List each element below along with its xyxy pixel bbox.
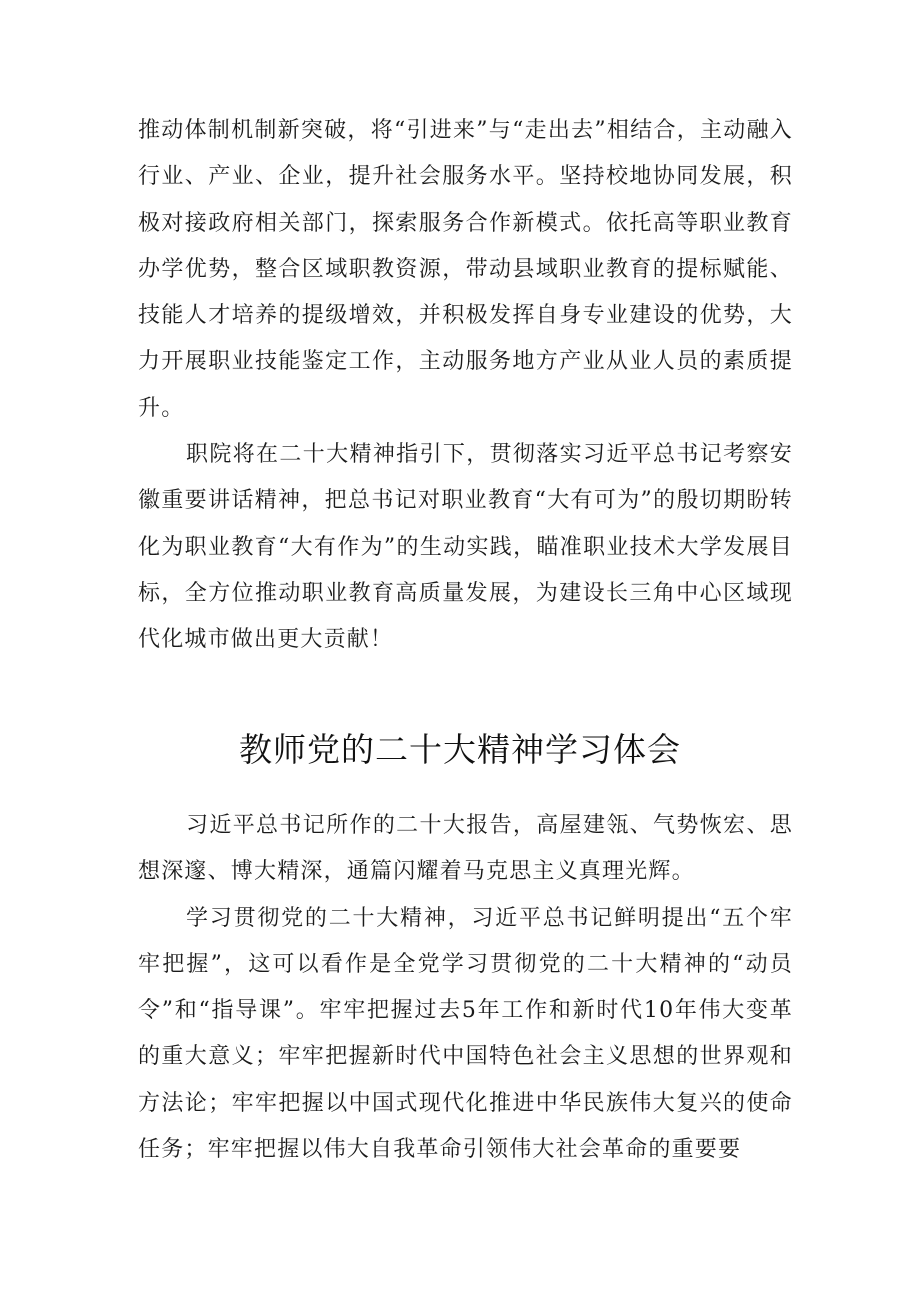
- paragraph-college-goals: 职院将在二十大精神指引下，贯彻落实习近平总书记考察安徽重要讲话精神，把总书记对职业教育“大有可为”的殷切期盼转化为职业教育“大有作为”的生动实践，瞄准职业技术大学发展目标，全方位推动职业教育高质量发展，为建设长三角中心区域现代化城市做出更大贡献！: [138, 442, 793, 653]
- section-previous-article: [138, 108, 793, 664]
- paragraph-report-praise: 习近平总书记所作的二十大报告，高屋建瓴、气势恢宏、思想深邃、博大精深，通篇闪耀着马克思主义真理光辉。: [138, 813, 793, 885]
- section-article-body: [138, 803, 793, 1173]
- paragraph-five-grasps: 学习贯彻党的二十大精神，习近平总书记鲜明提出“五个牢牢把握”，这可以看作是全党学习贯彻党的二十大精神的“动员令”和“指导课”。牢牢把握过去5年工作和新时代10年伟大变革的重大意义；牢牢把握新时代中国特色社会主义思想的世界观和方法论；牢牢把握以中国式现代化推进中华民族伟大复兴的使命任务；牢牢把握以伟大自我革命引领伟大社会革命的重要要: [138, 905, 793, 1163]
- article-title: 教师党的二十大精神学习体会: [239, 730, 681, 769]
- paragraph-service-cooperation: 推动体制机制新突破，将“引进来”与“走出去”相结合，主动融入行业、产业、企业，提升社会服务水平。坚持校地协同发展，积极对接政府相关部门，探索服务合作新模式。依托高等职业教育办学优势，整合区域职教资源，带动县域职业教育的提标赋能、技能人才培养的提级增效，并积极发挥自身专业建设的优势，大力开展职业技能鉴定工作，主动服务地方产业从业人员的素质提升。: [138, 118, 793, 421]
